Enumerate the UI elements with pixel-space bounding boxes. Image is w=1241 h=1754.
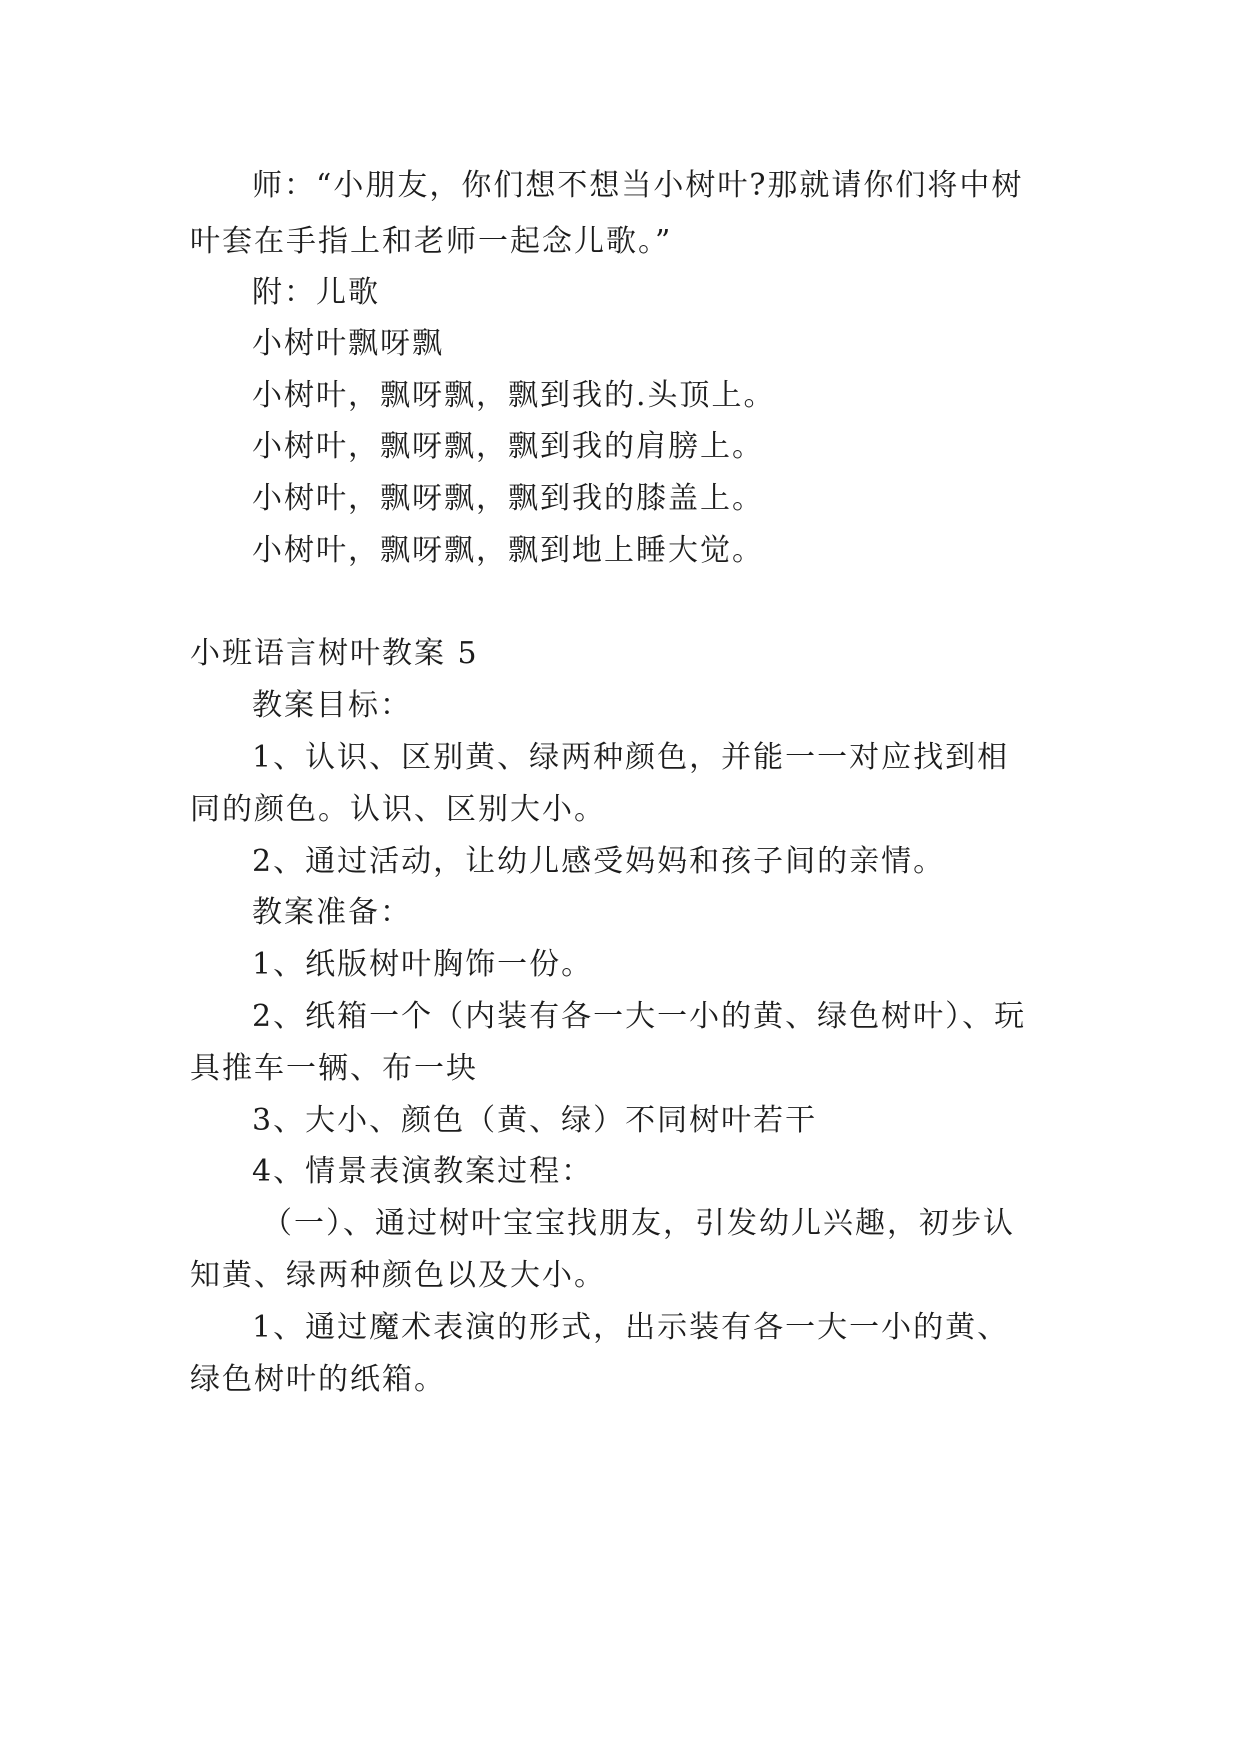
goals-heading: 教案目标： — [252, 688, 412, 723]
prep-heading: 教案准备： — [252, 895, 412, 930]
paragraph-teacher-line-1: 师：“小朋友，你们想不想当小树叶?那就请你们将中树 — [252, 168, 1024, 203]
paragraph-teacher-line-2: 叶套在手指上和老师一起念儿歌。” — [190, 224, 673, 259]
appendix-label: 附：儿歌 — [252, 275, 380, 310]
step-1-line-1: 1、通过魔术表演的形式，出示装有各一大一小的黄、 — [252, 1310, 1010, 1345]
poem-line: 小树叶，飘呀飘，飘到我的.头顶上。 — [252, 378, 776, 413]
goal-1-line-2: 同的颜色。认识、区别大小。 — [190, 792, 606, 827]
prep-item-2-line-1: 2、纸箱一个（内装有各一大一小的黄、绿色树叶）、玩 — [252, 999, 1027, 1034]
prep-item-3: 3、大小、颜色（黄、绿）不同树叶若干 — [252, 1103, 818, 1138]
prep-item-1: 1、纸版树叶胸饰一份。 — [252, 947, 594, 982]
poem-line: 小树叶，飘呀飘，飘到我的膝盖上。 — [252, 481, 764, 516]
section-title: 小班语言树叶教案 5 — [190, 636, 479, 671]
poem-line: 小树叶，飘呀飘，飘到地上睡大觉。 — [252, 533, 764, 568]
process-1-line-1: （一）、通过树叶宝宝找朋友，引发幼儿兴趣，初步认 — [262, 1206, 1015, 1241]
step-1-line-2: 绿色树叶的纸箱。 — [190, 1362, 446, 1397]
goal-1-line-1: 1、认识、区别黄、绿两种颜色，并能一一对应找到相 — [252, 740, 1010, 775]
poem-title: 小树叶飘呀飘 — [252, 326, 444, 361]
process-1-line-2: 知黄、绿两种颜色以及大小。 — [190, 1258, 606, 1293]
goal-2: 2、通过活动，让幼儿感受妈妈和孩子间的亲情。 — [252, 844, 946, 879]
prep-item-4: 4、情景表演教案过程： — [252, 1154, 594, 1189]
poem-line: 小树叶，飘呀飘，飘到我的肩膀上。 — [252, 429, 764, 464]
prep-item-2-line-2: 具推车一辆、布一块 — [190, 1051, 478, 1086]
